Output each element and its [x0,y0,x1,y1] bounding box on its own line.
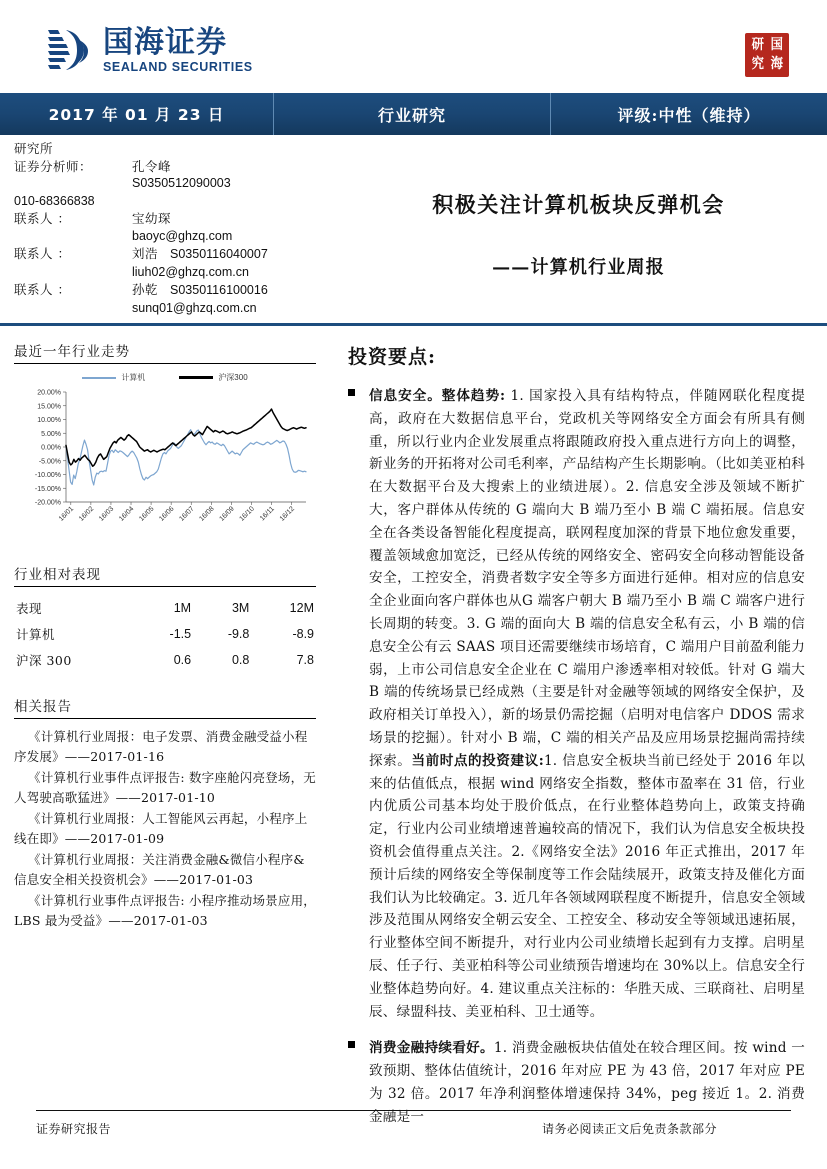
analyst-row [14,264,330,282]
contact-name: 宝幼琛 [132,211,172,226]
contact-email[interactable]: baoyc@ghzq.com [132,228,233,243]
page-subtitle: ——计算机行业周报 [492,257,665,278]
col-header-12m: 12M [289,601,314,615]
analyst-row [14,193,330,211]
svg-text:-20.00%: -20.00% [34,499,61,507]
legend-item [179,372,247,383]
bullet-block-info-security [348,385,805,1023]
legend-swatch-computer [82,377,116,379]
bullet-lead-2: 当前时点的投资建议: [411,752,544,769]
svg-text:16/09: 16/09 [218,505,236,523]
analyst-label: 证券分析师： [14,158,93,174]
seal-char-1: 国 [770,37,783,53]
svg-text:20.00%: 20.00% [37,389,61,397]
research-dept-label: 研究所 [14,141,54,156]
svg-text:-15.00%: -15.00% [34,485,61,493]
analyst-label-empty [14,175,132,193]
trend-chart-svg [14,384,314,549]
info-band [0,135,827,326]
analyst-phone: 010-68366838 [14,193,95,208]
svg-text:16/03: 16/03 [98,505,116,523]
col-header-3m: 3M [231,601,250,615]
report-date: 2017 年 01 月 23 日 [48,106,225,124]
list-item[interactable]: 《计算机行业周报：关注消费金融&微信小程序&信息安全相关投资机会》——2017-01-03 [14,852,305,887]
col-header-metric: 表现 [16,601,43,616]
company-logo [46,26,253,74]
analyst-row [14,158,330,176]
svg-text:16/10: 16/10 [238,505,256,523]
company-name-cn: 国海证券 [103,25,227,60]
company-name-en: SEALAND SECURITIES [103,59,253,74]
row-label: 沪深 300 [16,653,72,668]
left-sidebar [0,326,330,1143]
analyst-row [14,300,330,318]
bullet-body: 1. 国家投入具有结构特点，伴随网联化程度提高，政府在大数据信息平台，党政机关等网络安全方面会有所具有侧重，所以行业内企业发展重点将跟随政府投入重点进行方向上的调整，新业务的开拓将对公司毛利率，产品结构产生长期影响。（比如美亚柏科在大数据平台及大搜索上的业绩进展）。2. 信息安全涉及领域不断扩大，客户群体从传统的 G 端向大 B 端乃至小 B 端 C 端拓展。信息安全在各类设备智能化程度提高，联网程度加深的背景下地位愈发重要，覆盖领域愈加宽泛，已经从传统的网络安全、密码安全向移动智能设备安全，工控安全，消费者数字安全等多方面进行延伸。相对应的信息安全企业面向客户群体也从G 端客户朝大 B 端乃至小 B 端 C 端客户进行长周期的转变。3. G 端的面向大 B 端的信息安全私有云，小 B 端的信息安全公有云 SAAS 项目还需要继续市场培育，C 端用户目前盈利能力弱，上市公司信息安全企业在 C 端用户渗透率相对较低。针对 G 端大 B 端的传统场景已经成熟（主要是针对金融等领域的网络安全保护，及政府相关订单投入），新的场景仍需挖掘（启明对电信客户 DDOS 需求场景的挖掘）。针对小 B 端，C 端的相关产品及应用场景挖掘尚需持续探索。 [369,388,805,769]
svg-text:0.00%: 0.00% [41,444,61,452]
legend-label-csi300: 沪深300 [218,373,248,382]
col-header-1m: 1M [173,601,192,615]
svg-text:10.00%: 10.00% [37,417,61,425]
cell-12m: 7.8 [296,653,314,667]
contact-label: 联系人 ： [14,246,71,261]
seal-char-3: 海 [770,55,783,72]
svg-text:16/04: 16/04 [118,505,136,523]
analyst-license-code: S0350512090003 [132,176,231,190]
footer-left-note: 证券研究报告 [36,1122,112,1136]
svg-text:16/06: 16/06 [158,505,176,523]
svg-text:16/11: 16/11 [258,505,276,523]
reports-section-heading: 相关报告 [14,695,316,719]
cell-3m: -9.8 [227,627,250,641]
analyst-info [0,135,330,323]
contact-email[interactable]: sunq01@ghzq.com.cn [132,300,257,315]
contact-license-code: S0350116040007 [170,247,268,261]
chart-legend [14,372,316,383]
analyst-row [14,245,330,264]
analyst-row [14,175,330,193]
bullet-lead: 信息安全。整体趋势: [369,388,506,404]
main-content [330,326,827,1143]
sealand-logo-icon [46,26,94,74]
table-row [14,647,316,673]
header-banner [0,93,827,135]
list-item[interactable]: 《计算机行业周报：人工智能风云再起，小程序上线在即》——2017-01-09 [14,811,308,846]
svg-text:16/01: 16/01 [57,505,76,523]
row-label: 计算机 [16,627,56,642]
svg-text:16/08: 16/08 [198,505,216,523]
cell-1m: 0.6 [173,653,192,667]
table-row [14,621,316,647]
footer-right-note: 请务必阅读正文后免责条款部分 [541,1122,717,1136]
svg-text:-5.00%: -5.00% [38,458,61,466]
svg-text:16/12: 16/12 [278,505,297,523]
contact-label: 联系人 ： [14,282,71,297]
svg-text:16/07: 16/07 [178,505,196,523]
table-header-row [14,595,316,621]
seal-char-4: 究 [751,55,764,72]
report-category: 行业研究 [273,93,551,135]
svg-text:16/02: 16/02 [77,505,96,523]
legend-label-computer: 计算机 [121,373,146,382]
analyst-row [14,228,330,246]
investment-points-title: 投资要点: [348,346,437,368]
cell-12m: -8.9 [292,627,314,641]
svg-text:5.00%: 5.00% [41,430,61,438]
bullet-body-2: 1. 信息安全板块当前已经处于 2016 年以来的估值低点，根据 wind 网络安全指数，整体市盈率在 31 倍，行业内优质公司基本均处于股价低点，在行业整体趋势向上，政策支持确定，行业内公司业绩增速普遍较高的情况下，我们认为信息安全板块投资机会值得重点关注。2.《网络安全法》2016 年正式推出，2017 年预计后续的网络安全等保制度等工作会陆续展开，政策支持及催化方面我们认为比较确定。3. 近几年各领域网联程度不断提升，信息安全领域涉及范围从网络安全朝云安全、工控安全、移动安全等领域迅速拓展，行业整体空间不断提升，对行业内公司业绩增长起到有力支撑。启明星辰、任子行、美亚柏科等公司业绩预告增速均在 30%以上。信息安全行业整体趋势向好。4. 建议重点关注标的：华胜天成、三联商社、启明星辰、绿盟科技、美亚柏科、卫士通等。 [369,752,805,1020]
contact-license-code: S0350116100016 [170,283,268,297]
cell-3m: 0.8 [231,653,250,667]
masthead [0,0,827,93]
contact-name: 孙乾 [132,282,159,297]
bullet-lead: 消费金融持续看好。 [369,1040,494,1057]
svg-text:-10.00%: -10.00% [34,472,61,480]
legend-item [82,372,145,383]
svg-text:16/05: 16/05 [138,505,156,523]
list-item[interactable]: 《计算机行业事件点评报告: 小程序推动场景应用，LBS 最为受益》——2017-01-03 [14,893,316,928]
analyst-row [14,210,330,228]
list-item[interactable]: 《计算机行业周报：电子发票、消费金融受益小程序发展》——2017-01-16 [14,729,308,764]
bullet-square-icon [348,385,369,1023]
analyst-name: 孔令峰 [132,158,172,174]
relative-performance-table [14,595,316,673]
body-columns [0,326,827,1143]
title-block [330,135,827,323]
contact-label: 联系人 ： [14,211,71,226]
analyst-row [14,281,330,300]
list-item[interactable]: 《计算机行业事件点评报告: 数字座舱闪亮登场，无人驾驶高歌猛进》——2017-01-10 [14,770,316,805]
related-reports-list [14,727,316,931]
page-footer [36,1110,791,1169]
contact-email[interactable]: liuh02@ghzq.com.cn [132,264,249,279]
cell-1m: -1.5 [169,627,192,641]
bullet-paragraph [369,385,805,1023]
seal-char-2: 研 [751,37,764,53]
page-title: 积极关注计算机板块反弹机会 [432,192,725,217]
report-rating: 评级:中性（维持） [617,105,761,125]
industry-trend-chart [14,372,316,553]
bullet-body: 1. 消费金融板块估值处在较合理区间。按 wind 一致预期、整体估值统计，2016 年对应 PE 为 43 倍，2017 年对应 PE 为 32 倍。2017 年净利润整体增速保持 34%，peg 接近 1。2. 消费金融是一 [369,1040,805,1125]
chart-section-heading: 最近一年行业走势 [14,340,316,364]
research-seal-stamp [745,33,789,77]
perf-section-heading: 行业相对表现 [14,563,316,587]
svg-text:15.00%: 15.00% [37,403,61,411]
legend-swatch-csi300 [179,376,213,379]
contact-name: 刘浩 [132,246,159,261]
